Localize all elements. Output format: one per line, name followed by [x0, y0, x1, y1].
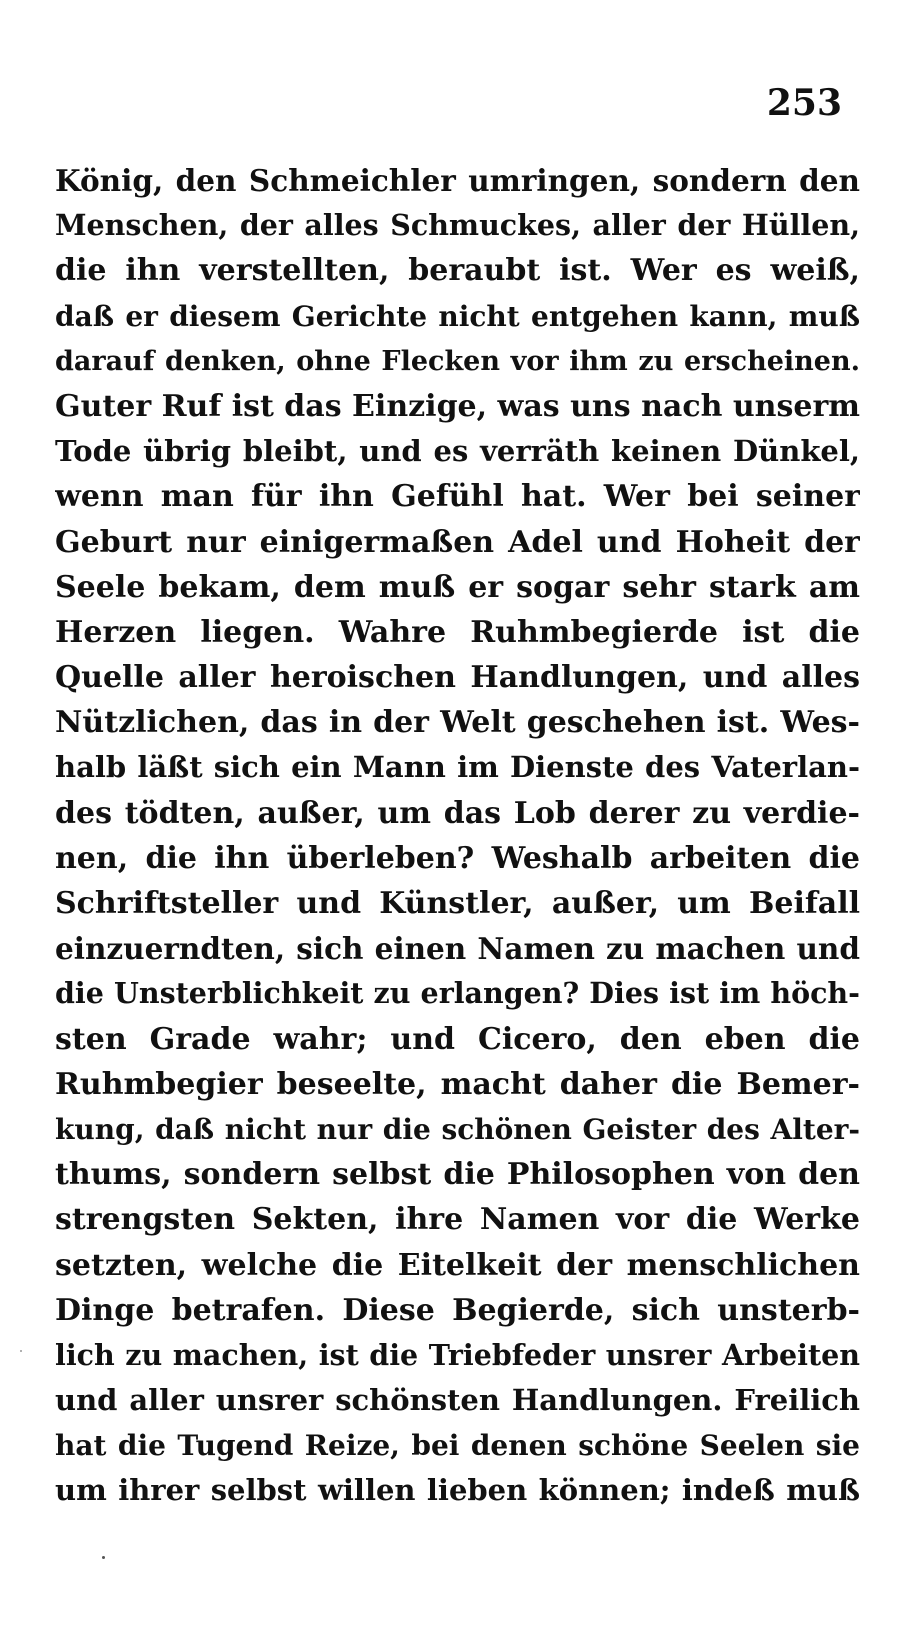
text-line: kung, daß nicht nur die schönen Geister des Alter- — [55, 1112, 860, 1146]
text-line: setzten, welche die Eitelkeit der menschlichen — [55, 1247, 860, 1283]
text-line: die Unsterblichkeit zu erlangen? Dies ist im höch- — [55, 976, 860, 1011]
text-line: Ruhmbegier beseelte, macht daher die Bemer- — [55, 1066, 860, 1102]
body-text — [55, 158, 860, 1514]
page-number: 253 — [766, 82, 842, 124]
paper-speck — [102, 1556, 105, 1559]
text-line: Quelle aller heroischen Handlungen, und alles — [55, 660, 860, 696]
text-line: wenn man für ihn Gefühl hat. Wer bei seiner — [55, 479, 860, 515]
text-line: halb läßt sich ein Mann im Dienste des Vaterlan- — [55, 750, 860, 785]
text-line: Schriftsteller und Künstler, außer, um Beifall — [55, 886, 860, 921]
text-line: Herzen liegen. Wahre Ruhmbegierde ist die — [55, 614, 860, 650]
text-line: Nützlichen, das in der Welt geschehen ist. Wes- — [55, 705, 860, 741]
text-line: Tode übrig bleibt, und es verräth keinen Dünkel, — [55, 434, 860, 469]
text-line: daß er diesem Gerichte nicht entgehen kann, muß — [55, 299, 860, 333]
text-line: hat die Tugend Reize, bei denen schöne Seelen sie — [55, 1429, 860, 1463]
text-line: die ihn verstellten, beraubt ist. Wer es weiß, — [55, 253, 860, 289]
text-line: einzuerndten, sich einen Namen zu machen und — [55, 931, 860, 967]
text-line: des tödten, außer, um das Lob derer zu verdie- — [55, 795, 860, 831]
text-line: darauf denken, ohne Flecken vor ihm zu erscheinen. — [55, 345, 860, 377]
text-line: um ihrer selbst willen lieben können; indeß muß — [55, 1473, 860, 1508]
text-line: thums, sondern selbst die Philosophen von den — [55, 1157, 860, 1193]
text-line: sten Grade wahr; und Cicero, den eben die — [55, 1021, 860, 1057]
text-line: Guter Ruf ist das Einzige, was uns nach unserm — [55, 388, 860, 424]
text-line: Seele bekam, dem muß er sogar sehr stark am — [55, 569, 860, 605]
text-line: Dinge betrafen. Diese Begierde, sich unsterb- — [55, 1292, 860, 1328]
paper-speck — [20, 1350, 22, 1352]
text-line: Geburt nur einigermaßen Adel und Hoheit der — [55, 524, 860, 560]
text-line: lich zu machen, ist die Triebfeder unsrer Arbeiten — [55, 1337, 860, 1372]
text-line: strengsten Sekten, ihre Namen vor die Werke — [55, 1202, 860, 1238]
text-line: König, den Schmeichler umringen, sondern den — [55, 163, 860, 198]
text-line: Menschen, der alles Schmuckes, aller der Hüllen, — [55, 208, 860, 243]
text-line: nen, die ihn überleben? Weshalb arbeiten die — [55, 840, 860, 876]
text-line: und aller unsrer schönsten Handlungen. Freilich — [55, 1383, 860, 1418]
